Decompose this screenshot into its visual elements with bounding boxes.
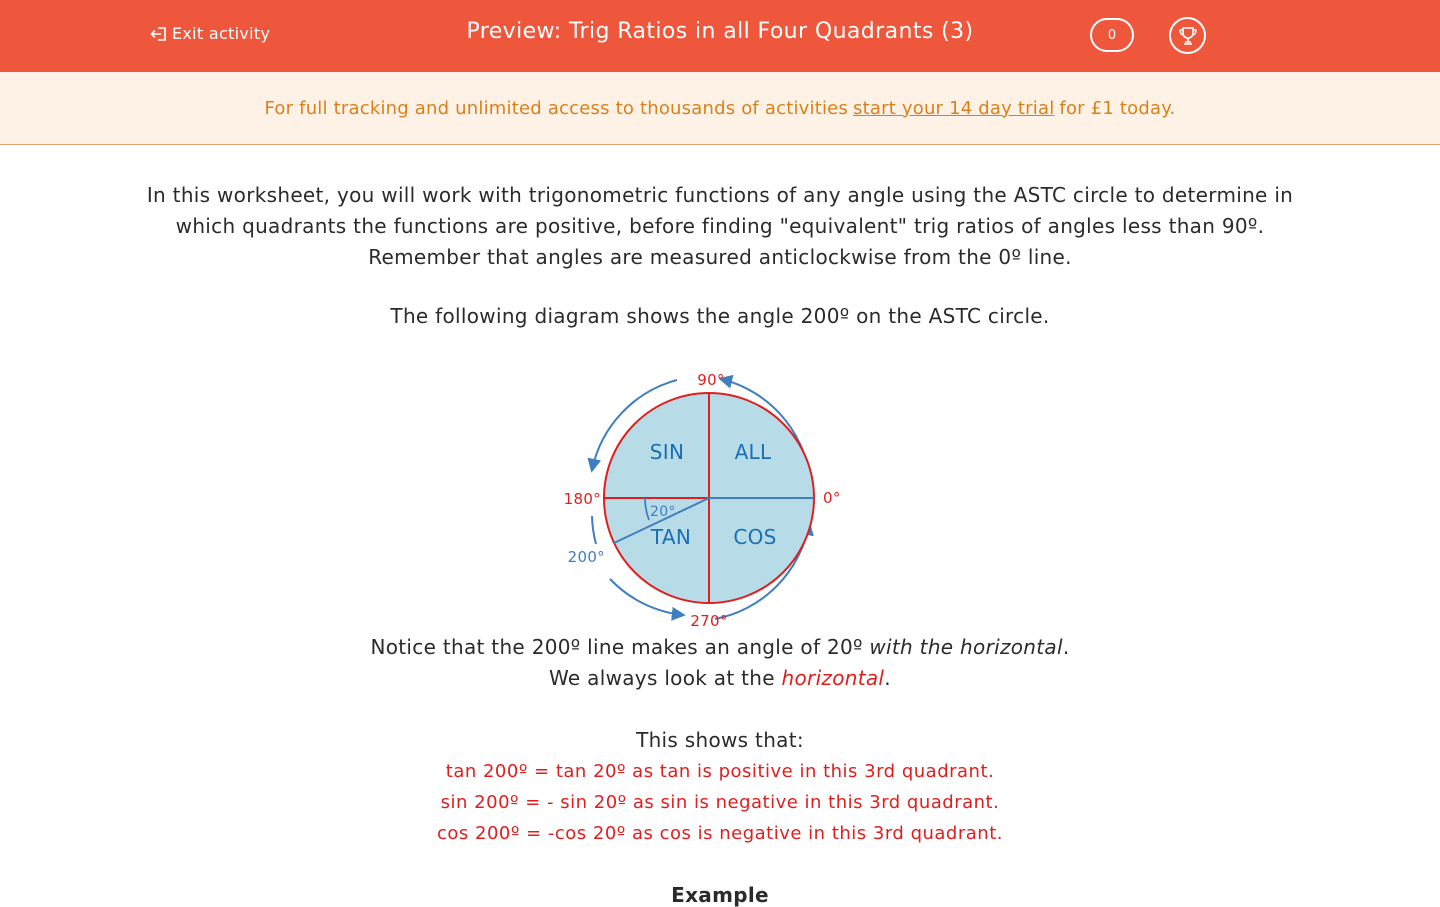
notice-text [0,632,1440,694]
notice-line-2-italic: horizontal [781,666,885,690]
exit-icon [150,26,168,42]
notice-line-1-italic: with the horizontal [869,635,1063,659]
exit-activity-label: Exit activity [172,24,271,43]
tan-result-line: tan 200º = tan 20º as tan is positive in this 3rd quadrant. [445,761,995,782]
page-title: Preview: Trig Ratios in all Four Quadrants (3) [466,19,974,44]
trial-banner [0,72,1440,145]
quadrant-tan: TAN [650,525,692,549]
shows-heading: This shows that: [636,728,804,752]
notice-line-2-start: We always look at the [549,666,782,690]
label-90: 90° [697,371,725,389]
example-heading: Example [671,883,769,907]
notice-line-2 [0,663,1440,694]
banner-text-after: for £1 today. [1059,97,1176,119]
trial-link[interactable]: start your 14 day trial [853,97,1055,119]
worksheet-content [0,180,1440,907]
label-0: 0° [823,489,841,507]
label-200: 200° [567,548,605,566]
label-180: 180° [563,490,601,508]
notice-line-1 [0,632,1440,663]
top-bar [0,0,1440,72]
label-270: 270° [690,612,728,630]
notice-line-2-end: . [884,666,891,690]
intro-text [0,180,1440,273]
astc-circle-diagram [563,366,870,636]
quadrant-all: ALL [734,440,772,464]
exit-activity-button[interactable] [150,24,270,43]
intro-line-2: which quadrants the functions are positive, before finding "equivalent" trig ratios of angles less than 90º. [175,214,1265,238]
score-badge: 0 [1090,18,1134,52]
trophy-button[interactable] [1169,17,1206,54]
arc-180-to-200 [592,516,596,544]
intro-line-3: Remember that angles are measured anticlockwise from the 0º line. [368,245,1072,269]
cos-result-line: cos 200º = -cos 20º as cos is negative in this 3rd quadrant. [437,823,1003,844]
shows-that-section [0,725,1440,849]
trophy-icon [1177,25,1199,47]
diagram-caption: The following diagram shows the angle 200º on the ASTC circle. [390,304,1050,328]
notice-line-1-start: Notice that the 200º line makes an angle of 20º [370,635,870,659]
notice-line-1-end: . [1062,635,1070,659]
banner-text-before: For full tracking and unlimited access to thousands of activities [264,97,849,119]
sin-result-line: sin 200º = - sin 20º as sin is negative in this 3rd quadrant. [440,792,1000,813]
label-20: 20° [650,504,676,520]
astc-diagram-container [0,366,1440,636]
quadrant-cos: COS [733,525,777,549]
quadrant-sin: SIN [649,440,685,464]
intro-line-1: In this worksheet, you will work with trigonometric functions of any angle using the ASTC circle to determine in [146,183,1294,207]
